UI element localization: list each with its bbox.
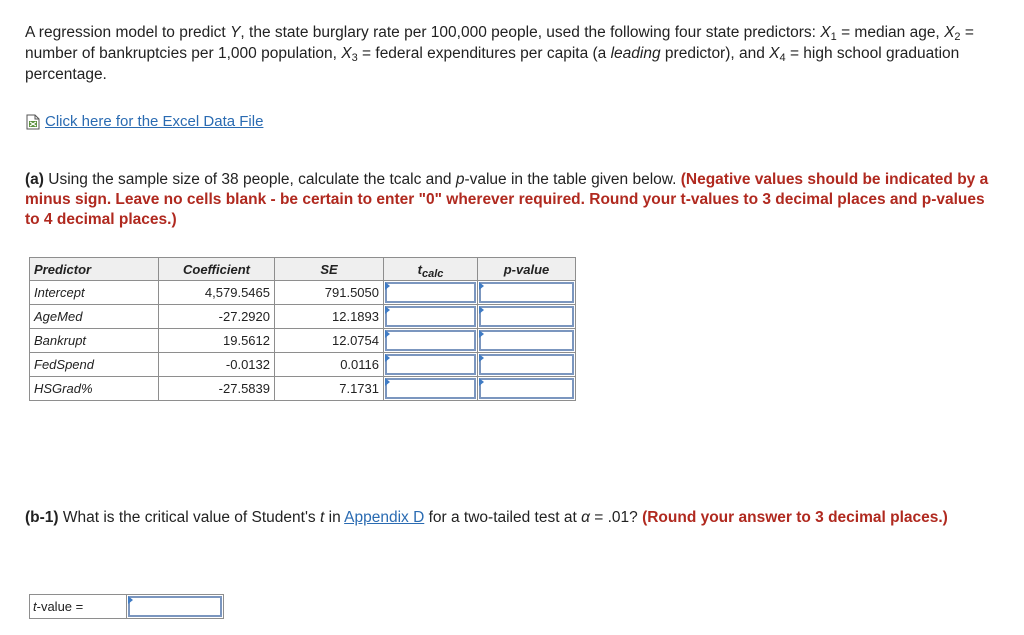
row-predictor: FedSpend [30,353,159,377]
tvalue-t: t [33,599,37,614]
input-marker-icon [385,330,390,338]
row-se: 0.0116 [275,353,384,377]
pvalue-cell [478,329,576,353]
input-marker-icon [385,378,390,386]
row-se: 12.0754 [275,329,384,353]
part-b1-question [25,508,1000,528]
header-coefficient: Coefficient [159,258,275,281]
row-predictor: Bankrupt [30,329,159,353]
input-marker-icon [385,282,390,290]
intro-text: predictor), and [660,45,770,62]
input-marker-icon [479,330,484,338]
part-a-text: Using the sample size of 38 people, calculate the tcalc and [43,171,456,188]
pvalue-cell [478,377,576,401]
excel-file-link-row[interactable] [25,113,263,130]
p-italic: p [455,171,465,188]
var-x3-sub: 3 [351,52,358,64]
part-b1-label: (b-1) [25,509,59,526]
pvalue-input-fedspend[interactable] [479,354,574,375]
part-a-text: -value in the table given below. [464,171,681,188]
row-coefficient: 19.5612 [159,329,275,353]
tvalue-label-text: -value = [36,599,84,614]
row-coefficient: -27.2920 [159,305,275,329]
part-b1-instruction: (Round your answer to 3 decimal places.) [642,509,948,526]
row-se: 7.1731 [275,377,384,401]
var-x2: X [944,24,955,41]
alpha-symbol: α [581,509,590,526]
pvalue-input-intercept[interactable] [479,282,574,303]
row-predictor: Intercept [30,281,159,305]
row-coefficient: 4,579.5465 [159,281,275,305]
pvalue-cell [478,353,576,377]
tvalue-row [29,594,224,619]
var-x4: X [769,45,780,62]
row-se: 791.5050 [275,281,384,305]
tvalue-input[interactable] [128,596,222,617]
excel-file-icon [25,114,41,130]
tcalc-t: t [417,261,422,277]
var-x3: X [341,45,352,62]
table-row [30,281,576,305]
input-marker-icon [385,354,390,362]
appendix-d-link[interactable]: Appendix D [344,509,425,526]
tvalue-label [29,594,127,619]
tcalc-cell [384,377,478,401]
row-coefficient: -0.0132 [159,353,275,377]
intro-text: , the state burglary rate per 100,000 people, used the following four state predictors: [240,24,821,41]
var-x1-sub: 1 [830,31,837,43]
part-b1-text: What is the critical value of Student's [58,509,320,526]
tcalc-input-agemed[interactable] [385,306,476,327]
part-a-question [25,170,1000,230]
tvalue-cell [127,594,224,619]
var-x4-sub: 4 [779,52,786,64]
table-row [30,305,576,329]
table-header-row [30,258,576,281]
table-row [30,329,576,353]
part-a-instruction: (Negative values should be indicated by a minus sign. Leave no cells blank - be certain to enter "0" wherever required. Round your t-values to 3 decimal places and p-values to 4 decimal places.) [25,171,989,228]
tcalc-cell [384,353,478,377]
t-italic: t [320,509,325,526]
row-predictor: HSGrad% [30,377,159,401]
var-x1: X [820,24,831,41]
excel-file-link[interactable]: Click here for the Excel Data File [45,113,264,130]
tcalc-input-bankrupt[interactable] [385,330,476,351]
input-marker-icon [385,306,390,314]
intro-text: A regression model to predict [25,24,231,41]
tcalc-cell [384,329,478,353]
input-marker-icon [479,354,484,362]
var-y: Y [230,24,241,41]
header-predictor: Predictor [30,258,159,281]
header-se: SE [275,258,384,281]
row-predictor: AgeMed [30,305,159,329]
tcalc-sub: calc [421,267,444,280]
part-b1-text: = .01? [589,509,643,526]
problem-intro [25,22,1000,85]
pvalue-input-agemed[interactable] [479,306,574,327]
table-row [30,377,576,401]
input-marker-icon [128,596,133,604]
input-marker-icon [479,306,484,314]
input-marker-icon [479,378,484,386]
part-a-label: (a) [25,171,44,188]
pvalue-input-hsgrad[interactable] [479,378,574,399]
pvalue-cell [478,281,576,305]
row-coefficient: -27.5839 [159,377,275,401]
input-marker-icon [479,282,484,290]
pvalue-cell [478,305,576,329]
intro-text: = median age, [836,24,945,41]
row-se: 12.1893 [275,305,384,329]
header-pvalue: p-value [478,258,576,281]
tcalc-cell [384,305,478,329]
header-tcalc [384,258,478,281]
part-b1-text: in [324,509,345,526]
pvalue-input-bankrupt[interactable] [479,330,574,351]
part-b1-text: for a two-tailed test at [424,509,582,526]
tcalc-input-hsgrad[interactable] [385,378,476,399]
tcalc-input-intercept[interactable] [385,282,476,303]
tcalc-cell [384,281,478,305]
intro-text: = number of bankruptcies per 1,000 population, [25,24,974,62]
intro-text: = high school graduation percentage. [25,45,960,83]
regression-table [29,257,576,401]
table-row [30,353,576,377]
intro-text: = federal expenditures per capita (a [357,45,611,62]
tcalc-input-fedspend[interactable] [385,354,476,375]
leading-word: leading [610,45,661,62]
var-x2-sub: 2 [954,31,961,43]
